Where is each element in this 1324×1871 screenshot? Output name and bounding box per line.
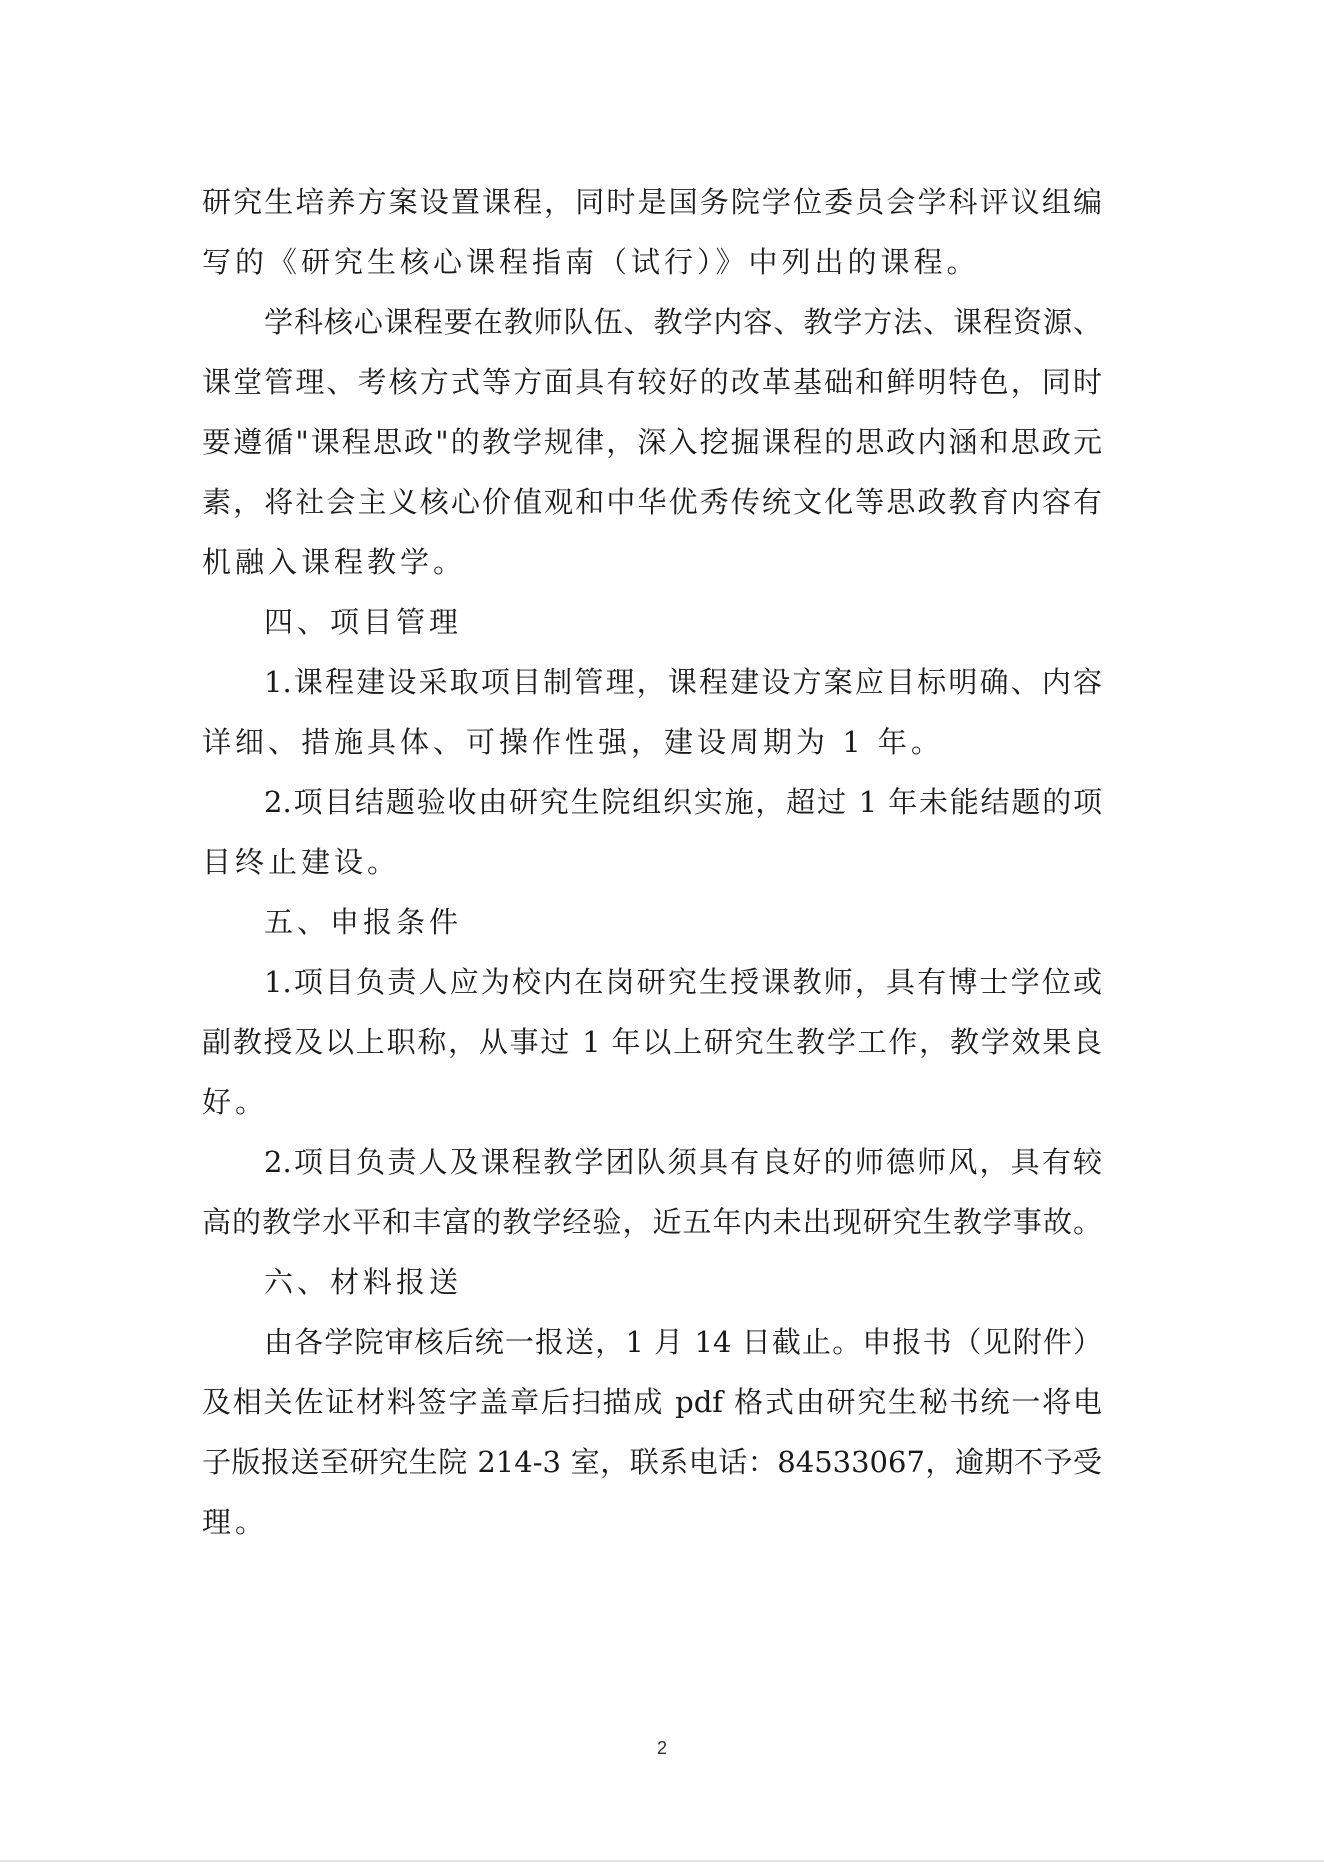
text-line: 理。 <box>202 1505 269 1539</box>
section-heading: 四、项目管理 <box>264 605 463 639</box>
page-number: 2 <box>656 1738 667 1758</box>
section-heading: 五、申报条件 <box>264 905 463 939</box>
paragraph-first-line: 1.课程建设采取项目制管理，课程建设方案应目标明确、内容 <box>264 665 1102 699</box>
document-body <box>202 172 1102 1552</box>
text-line: 机融入课程教学。 <box>202 545 467 579</box>
text-line: 课堂管理、考核方式等方面具有较好的改革基础和鲜明特色，同时 <box>202 365 1102 399</box>
text-line: 好。 <box>202 1085 269 1119</box>
paragraph-first-line: 学科核心课程要在教师队伍、教学内容、教学方法、课程资源、 <box>264 305 1102 339</box>
text-line: 副教授及以上职称，从事过 1 年以上研究生教学工作，教学效果良 <box>202 1025 1102 1059</box>
text-line: 高的教学水平和丰富的教学经验，近五年内未出现研究生教学事故。 <box>202 1205 1102 1239</box>
paragraph-first-line: 2.项目结题验收由研究生院组织实施，超过 1 年未能结题的项 <box>264 785 1102 819</box>
text-line: 研究生培养方案设置课程，同时是国务院学位委员会学科评议组编 <box>202 185 1102 219</box>
text-line: 及相关佐证材料签字盖章后扫描成 pdf 格式由研究生秘书统一将电 <box>202 1385 1102 1419</box>
scan-edge-divider <box>0 1860 1324 1862</box>
text-line: 详细、措施具体、可操作性强，建设周期为 1 年。 <box>202 725 944 759</box>
text-line: 写的《研究生核心课程指南（试行）》中列出的课程。 <box>202 245 980 279</box>
text-line: 要遵循"课程思政"的教学规律，深入挖掘课程的思政内涵和思政元 <box>202 425 1102 459</box>
paragraph-first-line: 1.项目负责人应为校内在岗研究生授课教师，具有博士学位或 <box>264 965 1102 999</box>
section-heading: 六、材料报送 <box>264 1265 463 1299</box>
paragraph-first-line: 2.项目负责人及课程教学团队须具有良好的师德师风，具有较 <box>264 1145 1102 1179</box>
text-line: 子版报送至研究生院 214-3 室，联系电话：84533067，逾期不予受 <box>202 1445 1102 1479</box>
text-line: 素，将社会主义核心价值观和中华优秀传统文化等思政教育内容有 <box>202 485 1102 519</box>
text-line: 目终止建设。 <box>202 845 401 879</box>
paragraph-first-line: 由各学院审核后统一报送，1 月 14 日截止。申报书（见附件） <box>264 1325 1102 1359</box>
